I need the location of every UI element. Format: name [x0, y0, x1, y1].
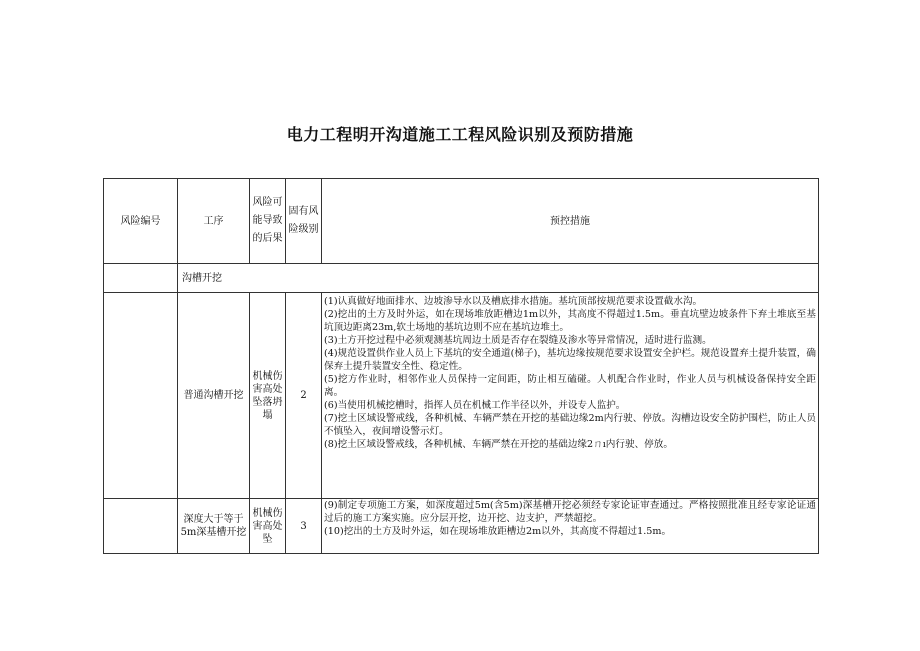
header-consequence: 风险可能导致的后果 [250, 179, 286, 264]
risk-table [103, 178, 819, 554]
risk-id-cell [104, 499, 178, 554]
measures-cell [322, 293, 819, 499]
header-inherent-level: 固有风险级别 [286, 179, 322, 264]
header-risk-id: 风险编号 [104, 179, 178, 264]
table-row [104, 499, 819, 554]
measure-item: (9)制定专项施工方案，如深度超过5m(含5m)深基槽开挖必须经专家论证审查通过。严格按照批准且经专家论证通过后的施工方案实施。应分层开挖，边开挖、边支护，严禁超挖。 [324, 500, 816, 524]
measure-item: (6)当使用机械挖槽时，指挥人员在机械工作半径以外，并设专人监护。 [324, 400, 626, 411]
measure-item: (1)认真做好地面排水、边坡渗导水以及槽底排水措施。基坑顶部按规范要求设置截水沟。 [324, 296, 703, 307]
measure-item: (10)挖出的土方及时外运，如在现场堆放距槽边2m以外，其高度不得超过1.5m。 [324, 526, 672, 537]
measure-item: (7)挖土区域设警戒线，各种机械、车辆严禁在开挖的基础边缘2m内行驶、停放。沟槽边设安全防护围栏，防止人员不慎坠入，夜间增设警示灯。 [324, 413, 816, 437]
measures-cell [322, 499, 819, 554]
process-cell: 深度大于等于5m深基槽开挖 [178, 499, 250, 554]
process-cell: 普通沟槽开挖 [178, 293, 250, 499]
measure-item: (5)挖方作业时，相邻作业人员保持一定间距，防止相互磕碰。人机配合作业时，作业人员与机械设备保持安全距离。 [324, 374, 816, 398]
measure-item: (2)挖出的土方及时外运，如在现场堆放距槽边1m以外，其高度不得超过1.5m。垂直坑壁边坡条件下弃土堆底至基坑顶边距离23m,软土场地的基坑边则不应在基坑边堆土。 [324, 309, 816, 333]
level-cell: 2 [286, 293, 322, 499]
measure-item: (3)土方开挖过程中必须观测基坑周边土质是否存在裂缝及渗水等异常情况，适时进行监测。 [324, 335, 712, 346]
risk-id-cell [104, 293, 178, 499]
section-label: 沟槽开挖 [178, 264, 819, 293]
header-process: 工序 [178, 179, 250, 264]
header-measures: 预控措施 [322, 179, 819, 264]
measure-item: (8)挖土区域设警戒线，各种机械、车辆严禁在开挖的基础边缘2ㄇı内行驶、停放。 [324, 439, 673, 450]
measure-item: (4)规范设置供作业人员上下基坑的安全通道(梯子)，基坑边缘按规范要求设置安全护栏。规范设置弃土提升装置，确保弃土提升装置安全性、稳定性。 [324, 348, 816, 372]
consequence-cell: 机械伤害高处坠落坍塌 [250, 293, 286, 499]
table-row [104, 293, 819, 499]
section-risk-id-cell [104, 264, 178, 293]
consequence-cell: 机械伤害高处坠 [250, 499, 286, 554]
table-header-row [104, 179, 819, 264]
level-cell: 3 [286, 499, 322, 554]
page-title: 电力工程明开沟道施工工程风险识别及预防措施 [286, 125, 634, 144]
section-row [104, 264, 819, 293]
